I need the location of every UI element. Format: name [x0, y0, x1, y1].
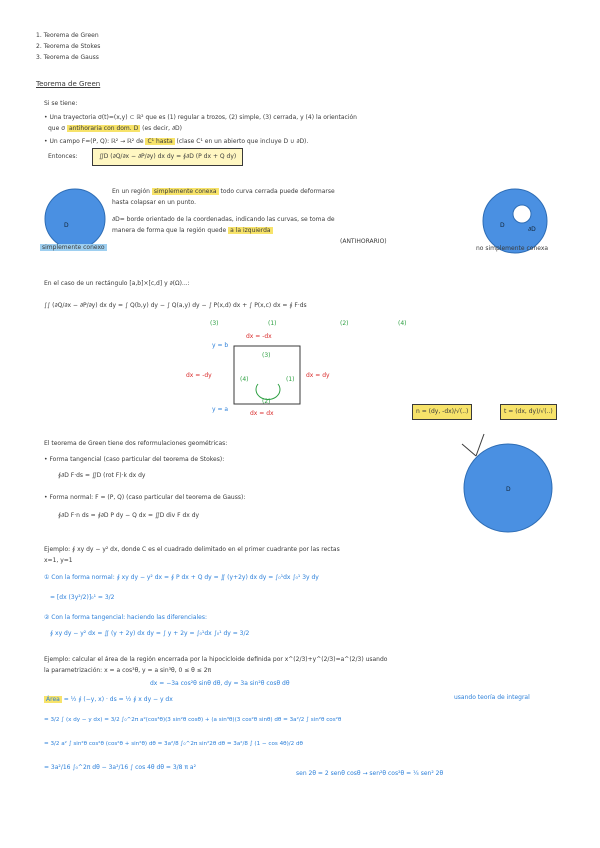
toc-item-1: 1. Teorema de Green — [36, 32, 99, 39]
square-label-top: (3) — [262, 352, 271, 359]
tangent-box: t = (dx, dy)/√(..) — [500, 404, 557, 420]
form-normal-title: • Forma normal: F = (P, Q) (caso particular del teorema de Gauss): — [44, 494, 246, 501]
form-tangential-eq: ∮∂D F·ds = ∬D (rot F)·k dx dy — [58, 472, 146, 479]
example1-title2: x=1, y=1 — [44, 557, 73, 564]
square-y-top: y = b — [212, 342, 229, 349]
region-note-2: ∂D= borde orientado de la coordenadas, indicando las curvas, se toma de — [112, 216, 335, 223]
square-left: dx = -dy — [186, 372, 212, 379]
region-note-2c: (ANTIHORARIO) — [340, 238, 387, 245]
left-caption-highlight: simplemente conexo — [42, 244, 105, 251]
hyp1b-text: que σ — [48, 125, 66, 132]
square-bottom: dx = dx — [250, 410, 274, 417]
region-note2-highlight: a la izquierda — [230, 227, 271, 234]
example2-line4: = 3/2 a² ∫ sin²θ cos²θ (cos²θ + sin²θ) dθ = 3a²/8 ∫₀^2π sin²2θ dθ = 3a²/8 ∫ (1 − cos 4θ)/2 dθ — [44, 741, 303, 747]
right-hole-label: ∂D — [528, 226, 536, 233]
region-note1-highlight: simplemente conexa — [153, 188, 217, 195]
example2-note: sen 2θ = 2 senθ cosθ → sen²θ cos²θ = ¼ sen² 2θ — [296, 770, 444, 777]
toc-item-2: 2. Teorema de Stokes — [36, 43, 101, 50]
hyp2b-text: (clase C¹ en un abierto que incluye D ∪ ∂D). — [176, 138, 309, 145]
example1-part-a: ① Con la forma normal: ∮ xy dy − y² dx = ∮ P dx + Q dy = ∬ (y+2y) dx dy = ∫₀¹dx ∫₀¹ 3y dy — [44, 574, 319, 581]
square-right: dx = dy — [306, 372, 330, 379]
example2-line1: dx = −3a cos²θ sinθ dθ, dy = 3a sin²θ cosθ dθ — [150, 680, 290, 687]
hyp2-text: • Un campo F=(P, Q): ℝ² → ℝ² de — [44, 138, 144, 145]
simply-connected-circle — [42, 186, 108, 252]
hyp1-highlight: antihoraria con dom. D — [68, 125, 139, 132]
rect-eq-label-3: (2) — [340, 320, 349, 327]
left-circle-label: D — [64, 222, 69, 229]
region-note-1 — [112, 188, 335, 196]
example2-line2-text: = ½ ∮ (−y, x) · ds = ½ ∮ x dy − y dx — [63, 696, 173, 703]
example1-part-b: ② Con la forma tangencial: haciendo las diferenciales: — [44, 614, 208, 621]
example1-title: Ejemplo: ∮ xy dy − y² dx, donde C es el cuadrado delimitado en el primer cuadrante por las rectas — [44, 546, 340, 553]
hypothesis-1: • Una trayectoria σ(t)=(x,y) ⊂ ℝ² que es (1) regular a trozos, (2) simple, (3) cerrada, y (4) la orientación — [44, 114, 357, 121]
green-formula-box: ∬D (∂Q/∂x − ∂P/∂y) dx dy = ∮∂D (P dx + Q dy) — [92, 148, 243, 166]
area-highlight: Área — [46, 696, 60, 703]
hyp2-highlight: C¹ hasta — [147, 138, 173, 145]
example2-line2 — [44, 696, 173, 704]
rect-intro: En el caso de un rectángulo [a,b]×[c,d] y ∂(Ω)...: — [44, 280, 190, 287]
example1-part-b2: ∮ xy dy − y² dx = ∬ (y + 2y) dx dy = ∫ y + 2y = ∫₀¹dx ∫₀¹ dy = 3/2 — [50, 630, 250, 637]
left-caption — [40, 244, 107, 252]
region-note2b-text: manera de forma que la región quede — [112, 227, 227, 234]
region-note-2b — [112, 227, 273, 235]
rect-equation: ∫∫ (∂Q/∂x − ∂P/∂y) dx dy = ∫ Q(b,y) dy − ∫ Q(a,y) dy − ∫ P(x,d) dx + ∫ P(x,c) dx = ∮ F·ds — [44, 302, 307, 309]
rect-eq-label-2: (1) — [268, 320, 277, 327]
example2-title: Ejemplo: calcular el área de la región encerrada por la hipocicloide definida por x^(2/3)+y^(2/3)=a^(2/3) usando — [44, 656, 388, 663]
toc-item-3: 3. Teorema de Gauss — [36, 54, 99, 61]
example2-line5: = 3a²/16 ∫₀^2π dθ − 3a²/16 ∫ cos 4θ dθ = 3/8 π a² — [44, 764, 196, 771]
right-caption: no simplemente conexa — [476, 245, 549, 252]
region-note1-text: En un región — [112, 188, 150, 195]
big-circle-label: D — [506, 486, 511, 493]
then-label: Entonces: — [48, 153, 78, 160]
right-circle-label: D — [500, 222, 505, 229]
section-title: Teorema de Green — [36, 80, 101, 88]
rect-eq-label-4: (4) — [398, 320, 407, 327]
reformulations-caption: El teorema de Green tiene dos reformulaciones geométricas: — [44, 440, 228, 447]
square-label-right: (1) — [286, 376, 295, 383]
example2-title2: la parametrización: x = a cos³θ, y = a sin³θ, 0 ≤ θ ≤ 2π — [44, 667, 212, 674]
square-y-bottom: y = a — [212, 406, 229, 413]
example2-side: usando teoría de integral — [454, 694, 530, 701]
hyp1c-text: (es decir, ∂D) — [142, 125, 183, 132]
form-tangential-title: • Forma tangencial (caso particular del teorema de Stokes): — [44, 456, 225, 463]
example1-part-a2: = [dx (3y²/2)]₀¹ = 3/2 — [50, 594, 115, 601]
normal-box: n = (dy, -dx)/√(..) — [412, 404, 472, 420]
region-note-1c: hasta colapsar en un punto. — [112, 199, 196, 206]
hypothesis-2 — [44, 138, 308, 146]
region-note1b-text: todo curva cerrada puede deformarse — [220, 188, 335, 195]
rect-eq-label-1: (3) — [210, 320, 219, 327]
example2-line3: = 3/2 ∫ (x dy − y dx) = 3/2 ∫₀^2π a²(cos³θ)(3 sin²θ cosθ) + (a sin³θ)(3 cos²θ sinθ) dθ = 3a²/2 ∫ sin²θ cos²θ — [44, 717, 342, 723]
square-label-left: (4) — [240, 376, 249, 383]
square-label-bottom: (2) — [262, 398, 271, 405]
hypothesis-1b — [48, 125, 182, 133]
square-top: dx = -dx — [246, 333, 272, 340]
big-region-circle — [460, 428, 580, 538]
si-text: Si se tiene: — [44, 100, 78, 107]
form-normal-eq: ∮∂D F·n ds = ∮∂D P dy − Q dx = ∬D div F dx dy — [58, 512, 200, 519]
